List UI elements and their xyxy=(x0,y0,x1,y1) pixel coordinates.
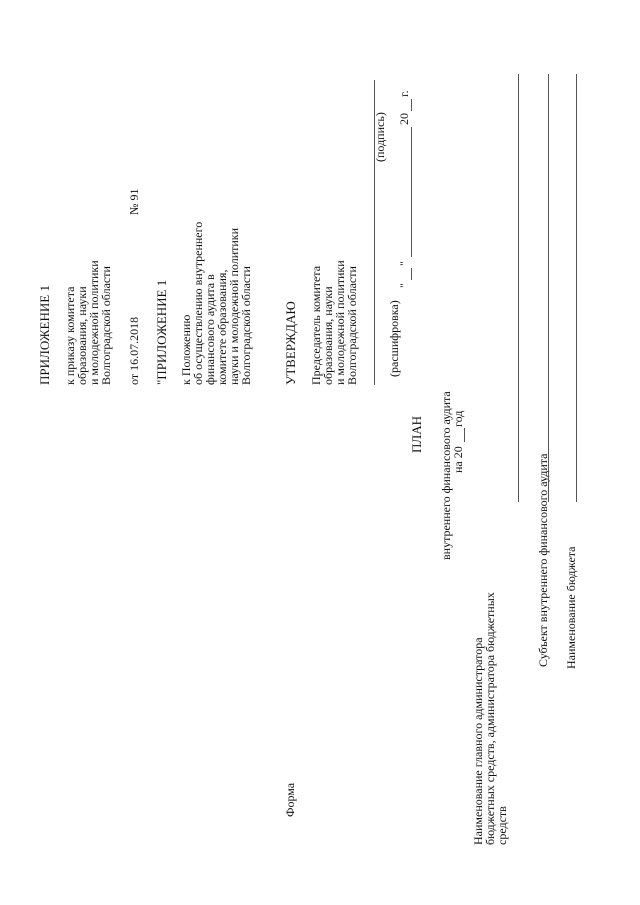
plan-year-suffix: год xyxy=(451,410,465,427)
field-budget-administrator-line xyxy=(518,74,519,502)
decode-label: (расшифровка) xyxy=(387,300,401,377)
date-open-quote: " xyxy=(397,283,411,288)
year-line xyxy=(411,99,412,111)
field-budget-administrator: Наименование главного администратора бюджетных средств, администратора бюджетных средств xyxy=(471,592,509,845)
field-budget-name-line xyxy=(576,74,577,502)
month-line xyxy=(411,127,412,257)
day-line xyxy=(411,268,412,280)
appendix-title: ПРИЛОЖЕНИЕ 1 xyxy=(37,285,52,385)
plan-title: ПЛАН xyxy=(409,416,424,453)
approver-position: Председатель комитета образования, науки и молодежной политики Волгоградской области xyxy=(309,260,359,385)
year-suffix: г. xyxy=(397,90,411,97)
field-audit-subject-line xyxy=(548,74,549,502)
plan-year-prefix: на 20 xyxy=(451,446,465,473)
regulation-appendix-text: к Положению об осуществлению внутреннего финансового аудита в комитете образования, науки и молодежной политики Волгоградской области xyxy=(179,221,253,385)
appendix-order-text: к приказу комитета образования, науки и молодежной политики Волгоградской области xyxy=(63,260,113,385)
approve-title: УТВЕРЖДАЮ xyxy=(283,301,298,385)
year-prefix: 20 xyxy=(397,113,411,125)
field-budget-name: Наименование бюджета xyxy=(564,546,578,669)
date-close-quote: " xyxy=(397,261,411,266)
appendix-date: от 16.07.2018 xyxy=(127,316,141,385)
signature-label: (подпись) xyxy=(373,112,387,162)
form-label: Форма xyxy=(283,782,297,817)
plan-year-line xyxy=(464,428,465,442)
plan-subtitle: внутреннего финансового аудита xyxy=(439,391,453,560)
field-audit-subject: Субъект внутреннего финансового аудита xyxy=(536,453,550,667)
appendix-number: № 91 xyxy=(127,188,141,215)
regulation-appendix-title: "ПРИЛОЖЕНИЕ 1 xyxy=(154,279,169,385)
